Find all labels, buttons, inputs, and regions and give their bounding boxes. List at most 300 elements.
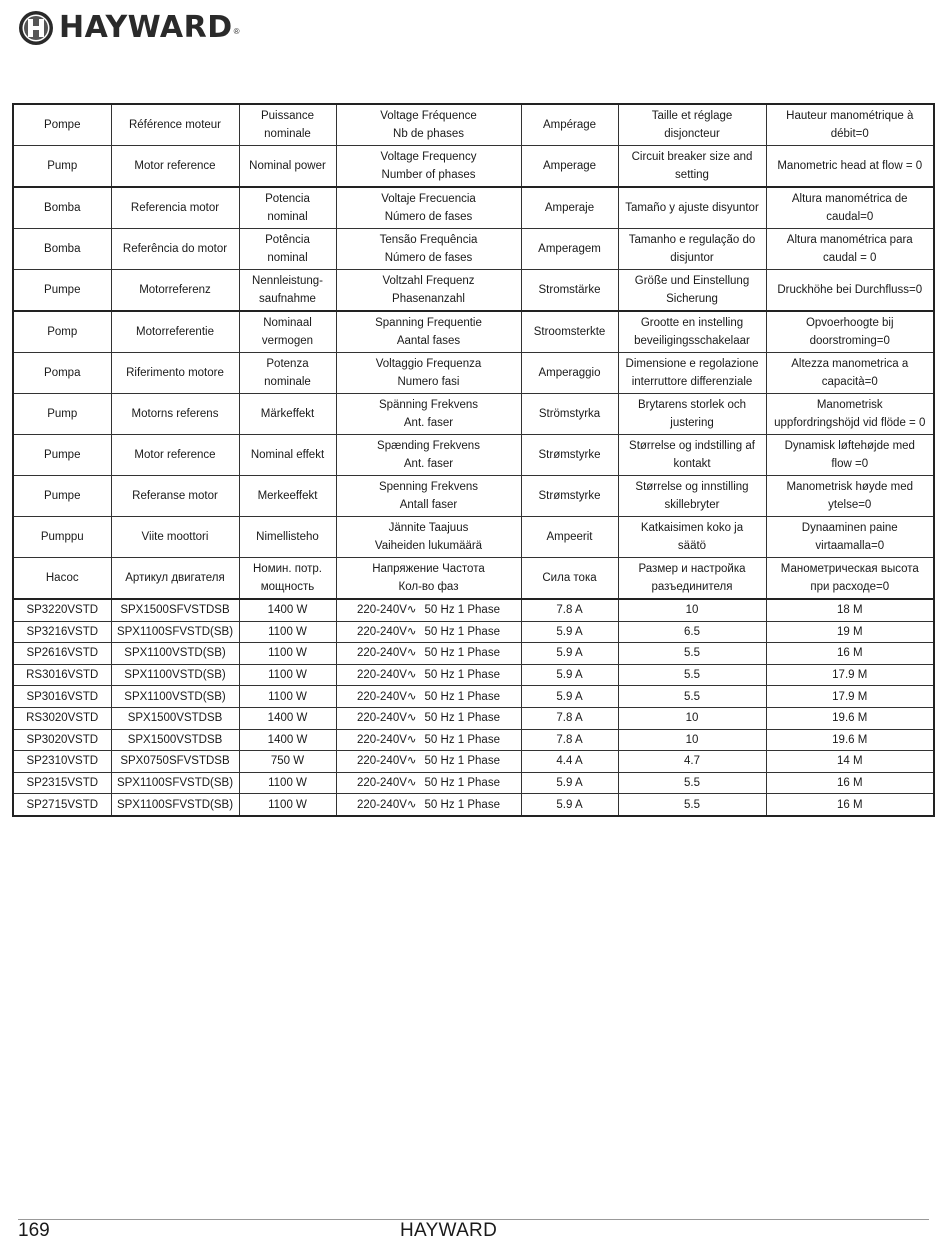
- header-text: Strømstyrke: [538, 449, 601, 461]
- header-text: Referência do motor: [122, 243, 228, 255]
- header-text: Merkeeffekt: [257, 490, 318, 502]
- pump-model-cell: [13, 751, 111, 773]
- pump-label: [13, 476, 111, 517]
- frequency-phase-value: 50 Hz 1 Phase: [424, 798, 500, 811]
- voltage-frequency-cell: [336, 664, 521, 686]
- header-text: Vaiheiden lukumäärä: [374, 540, 483, 552]
- manometric-head-label: [766, 353, 934, 394]
- cell-value: 5.9 A: [556, 690, 583, 703]
- voltage-frequency-label: [336, 394, 521, 435]
- amperage-cell: [521, 599, 618, 621]
- cell-value: SPX1500VSTDSB: [127, 733, 223, 746]
- cell-value: 1100 W: [268, 777, 307, 790]
- cell-value: 5.9 A: [556, 669, 583, 682]
- pump-model-cell: [13, 621, 111, 643]
- header-text: Nominal effekt: [250, 449, 325, 461]
- header-text: disjoncteur: [664, 128, 720, 140]
- header-text: Katkaisimen koko ja: [640, 522, 744, 534]
- header-text: Stroomsterkte: [533, 326, 606, 338]
- cell-value: 220-240V∿: [357, 669, 417, 682]
- cell-value: 1100 W: [268, 798, 307, 811]
- manometric-head-cell: [766, 599, 934, 621]
- cell-value: 5.5: [684, 777, 700, 790]
- manometric-head-label: [766, 517, 934, 558]
- motor-reference-label: [111, 476, 239, 517]
- cell-value: 220-240V∿: [357, 733, 417, 746]
- manometric-head-cell: [766, 794, 934, 816]
- header-row: [13, 558, 934, 600]
- cell-value: 17.9 M: [832, 669, 868, 682]
- header-row: [13, 146, 934, 188]
- motor-reference-cell: [111, 664, 239, 686]
- manometric-head-label: [766, 146, 934, 188]
- header-text: Dynamisk løftehøjde med: [784, 440, 915, 452]
- header-text: Dynaaminen paine: [801, 522, 898, 534]
- cell-value: 10: [685, 604, 699, 617]
- header-text: Pompe: [44, 119, 81, 131]
- motor-reference-label: [111, 187, 239, 229]
- pump-model-cell: [13, 707, 111, 729]
- voltage-frequency-cell: [336, 794, 521, 816]
- header-text: kontakt: [673, 458, 711, 470]
- voltage-frequency-label: [336, 558, 521, 600]
- cell-value: 5.9 A: [556, 625, 583, 638]
- cell-value: 1400 W: [267, 712, 308, 725]
- cell-value: SPX1500SFVSTDSB: [120, 604, 230, 617]
- breaker-cell: [618, 621, 766, 643]
- header-text: Viite moottori: [141, 531, 209, 543]
- header-text: Размер и настройка: [638, 563, 746, 575]
- cell-value: 1100 W: [268, 647, 307, 660]
- header-text: Referencia motor: [130, 202, 220, 214]
- voltage-frequency-label: [336, 270, 521, 312]
- cell-value: 5.9 A: [556, 798, 583, 811]
- amperage-cell: [521, 664, 618, 686]
- cell-value: 1100 W: [268, 669, 307, 682]
- breaker-cell: [618, 664, 766, 686]
- cell-value: 18 M: [836, 604, 863, 617]
- cell-value: SPX0750SFVSTDSB: [120, 755, 230, 768]
- breaker-cell: [618, 643, 766, 665]
- table-row: [13, 643, 934, 665]
- nominal-power-cell: [239, 794, 336, 816]
- header-text: Manometrisk høyde med: [786, 481, 914, 493]
- voltage-frequency-label: [336, 517, 521, 558]
- motor-reference-label: [111, 517, 239, 558]
- manometric-head-cell: [766, 707, 934, 729]
- frequency-phase-value: 50 Hz 1 Phase: [424, 690, 500, 703]
- cell-value: 220-240V∿: [357, 712, 417, 725]
- nominal-power-cell: [239, 664, 336, 686]
- breaker-cell: [618, 729, 766, 751]
- voltage-frequency-label: [336, 476, 521, 517]
- header-text: Motorns referens: [131, 408, 219, 420]
- cell-value: SP2616VSTD: [26, 647, 99, 660]
- cell-value: 220-240V∿: [357, 690, 417, 703]
- motor-reference-label: [111, 394, 239, 435]
- voltage-frequency-label: [336, 229, 521, 270]
- motor-reference-cell: [111, 794, 239, 816]
- voltage-frequency-cell: [336, 772, 521, 794]
- voltage-frequency-label: [336, 353, 521, 394]
- cell-value: 220-240V∿: [357, 604, 417, 617]
- header-text: Altura manométrica para: [786, 234, 913, 246]
- header-row: [13, 311, 934, 353]
- voltage-frequency-cell: [336, 599, 521, 621]
- cell-value: SPX1500VSTDSB: [127, 712, 223, 725]
- header-text: Number of phases: [381, 169, 476, 181]
- breaker-label: [618, 435, 766, 476]
- header-text: Riferimento motore: [126, 367, 224, 379]
- header-text: setting: [675, 169, 709, 181]
- cell-value: SP3016VSTD: [26, 690, 99, 703]
- pump-model-cell: [13, 772, 111, 794]
- nominal-power-cell: [239, 686, 336, 708]
- amperage-label: [521, 146, 618, 188]
- breaker-label: [618, 558, 766, 600]
- header-text: Номин. потр.: [253, 563, 322, 575]
- cell-value: 1100 W: [268, 690, 307, 703]
- voltage-frequency-cell: [336, 707, 521, 729]
- table-row: [13, 686, 934, 708]
- header-text: Aantal fases: [396, 335, 461, 347]
- header-text: justering: [670, 417, 714, 429]
- header-text: Манометрическая высота: [780, 563, 919, 575]
- manometric-head-cell: [766, 643, 934, 665]
- registered-mark: ®: [233, 26, 240, 36]
- pump-model-cell: [13, 664, 111, 686]
- header-text: Número de fases: [384, 252, 473, 264]
- pump-model-cell: [13, 643, 111, 665]
- header-text: Nominaal: [263, 317, 312, 329]
- cell-value: 1400 W: [267, 604, 308, 617]
- header-text: Número de fases: [384, 211, 473, 223]
- header-text: Brytarens storlek och: [637, 399, 746, 411]
- header-row: [13, 476, 934, 517]
- nominal-power-label: [239, 517, 336, 558]
- header-row: [13, 104, 934, 146]
- cell-value: 5.5: [684, 647, 700, 660]
- pump-model-cell: [13, 794, 111, 816]
- manometric-head-label: [766, 435, 934, 476]
- motor-reference-cell: [111, 621, 239, 643]
- cell-value: 10: [685, 712, 699, 725]
- header-text: Voltage Frequency: [380, 151, 477, 163]
- amperage-label: [521, 311, 618, 353]
- header-text: Pump: [47, 160, 78, 172]
- header-text: Størrelse og indstilling af: [629, 440, 755, 452]
- pump-spec-table: [12, 103, 935, 817]
- breaker-label: [618, 187, 766, 229]
- motor-reference-cell: [111, 686, 239, 708]
- manometric-head-cell: [766, 751, 934, 773]
- header-text: Stromstärke: [538, 284, 601, 296]
- breaker-label: [618, 229, 766, 270]
- manometric-head-label: [766, 229, 934, 270]
- cell-value: SPX1100SFVSTD(SB): [116, 777, 234, 790]
- header-text: Amperage: [542, 160, 597, 172]
- cell-value: SPX1100VSTD(SB): [124, 669, 226, 682]
- amperage-cell: [521, 751, 618, 773]
- cell-value: SP2310VSTD: [26, 755, 99, 768]
- header-text: Pumpe: [44, 284, 81, 296]
- header-text: Altezza manometrica a: [791, 358, 909, 370]
- header-text: doorstroming=0: [809, 335, 890, 347]
- header-text: Märkeffekt: [260, 408, 315, 420]
- pump-model-cell: [13, 686, 111, 708]
- pump-label: [13, 394, 111, 435]
- header-text: Pompa: [44, 367, 81, 379]
- header-row: [13, 270, 934, 312]
- cell-value: SP3020VSTD: [26, 733, 99, 746]
- breaker-cell: [618, 599, 766, 621]
- header-text: Puissance nominale: [260, 110, 315, 140]
- cell-value: 5.5: [684, 798, 700, 811]
- header-text: Ant. faser: [403, 458, 454, 470]
- amperage-label: [521, 353, 618, 394]
- header-text: Numero fasi: [397, 376, 460, 388]
- breaker-label: [618, 270, 766, 312]
- header-text: Amperaggio: [538, 367, 601, 379]
- cell-value: SPX1100VSTD(SB): [124, 690, 226, 703]
- nominal-power-label: [239, 476, 336, 517]
- frequency-phase-value: 50 Hz 1 Phase: [424, 604, 500, 617]
- amperage-cell: [521, 643, 618, 665]
- motor-reference-cell: [111, 729, 239, 751]
- voltage-frequency-cell: [336, 751, 521, 773]
- nominal-power-cell: [239, 729, 336, 751]
- motor-reference-label: [111, 311, 239, 353]
- table-row: [13, 751, 934, 773]
- breaker-cell: [618, 707, 766, 729]
- nominal-power-cell: [239, 772, 336, 794]
- cell-value: 1100 W: [268, 625, 307, 638]
- header-row: [13, 353, 934, 394]
- header-text: Pumpe: [44, 449, 81, 461]
- header-text: Taille et réglage: [651, 110, 733, 122]
- header-text: Voltaje Frecuencia: [381, 193, 476, 205]
- nominal-power-label: [239, 187, 336, 229]
- manometric-head-cell: [766, 772, 934, 794]
- header-text: Spænding Frekvens: [377, 440, 480, 452]
- header-text: Nimellisteho: [256, 531, 319, 543]
- header-text: Tamanho e regulação do: [628, 234, 756, 246]
- pump-label: [13, 270, 111, 312]
- header-text: Bomba: [44, 243, 81, 255]
- frequency-phase-value: 50 Hz 1 Phase: [424, 669, 500, 682]
- page-number: 169: [18, 1220, 50, 1241]
- motor-reference-label: [111, 146, 239, 188]
- manometric-head-label: [766, 187, 934, 229]
- cell-value: 750 W: [270, 755, 305, 768]
- motor-reference-cell: [111, 707, 239, 729]
- nominal-power-label: [239, 394, 336, 435]
- cell-value: 5.9 A: [556, 777, 583, 790]
- pump-label: [13, 517, 111, 558]
- voltage-frequency-cell: [336, 643, 521, 665]
- header-text: Sicherung: [666, 293, 718, 305]
- breaker-label: [618, 104, 766, 146]
- breaker-cell: [618, 794, 766, 816]
- footer-brand: HAYWARD: [400, 1220, 498, 1241]
- nominal-power-cell: [239, 621, 336, 643]
- header-text: Circuit breaker size and: [631, 151, 753, 163]
- table-row: [13, 772, 934, 794]
- frequency-phase-value: 50 Hz 1 Phase: [424, 712, 500, 725]
- header-text: uppfordringshöjd vid flöde = 0: [774, 417, 926, 429]
- cell-value: 17.9 M: [832, 690, 868, 703]
- cell-value: 16 M: [836, 647, 863, 660]
- header-text: Nominal power: [249, 160, 326, 172]
- manometric-head-label: [766, 558, 934, 600]
- header-text: Артикул двигателя: [125, 572, 225, 584]
- header-text: Strømstyrke: [538, 490, 601, 502]
- pump-label: [13, 229, 111, 270]
- amperage-cell: [521, 621, 618, 643]
- table-row: [13, 729, 934, 751]
- breaker-cell: [618, 751, 766, 773]
- voltage-frequency-label: [336, 146, 521, 188]
- motor-reference-cell: [111, 599, 239, 621]
- nominal-power-label: [239, 146, 336, 188]
- header-text: Pomp: [47, 326, 78, 338]
- table-row: [13, 599, 934, 621]
- header-row: [13, 435, 934, 476]
- cell-value: 5.9 A: [556, 647, 583, 660]
- cell-value: 5.5: [684, 690, 700, 703]
- header-text: Phasenanzahl: [392, 293, 465, 305]
- cell-value: 14 M: [836, 755, 863, 768]
- cell-value: SPX1100SFVSTD(SB): [116, 625, 234, 638]
- nominal-power-cell: [239, 643, 336, 665]
- cell-value: 220-240V∿: [357, 755, 417, 768]
- header-text: Motorreferentie: [136, 326, 214, 338]
- header-text: Spänning Frekvens: [378, 399, 479, 411]
- amperage-label: [521, 187, 618, 229]
- header-text: nominale: [264, 376, 311, 388]
- pump-label: [13, 353, 111, 394]
- manometric-head-label: [766, 476, 934, 517]
- breaker-label: [618, 476, 766, 517]
- cell-value: 220-240V∿: [357, 625, 417, 638]
- voltage-frequency-cell: [336, 729, 521, 751]
- cell-value: 16 M: [836, 798, 863, 811]
- nominal-power-label: [239, 229, 336, 270]
- amperage-label: [521, 394, 618, 435]
- nominal-power-label: [239, 435, 336, 476]
- amperage-label: [521, 558, 618, 600]
- pump-label: [13, 104, 111, 146]
- header-text: мощность: [260, 581, 315, 593]
- frequency-phase-value: 50 Hz 1 Phase: [424, 755, 500, 768]
- header-text: Potenza: [266, 358, 309, 370]
- table-row: [13, 664, 934, 686]
- breaker-label: [618, 394, 766, 435]
- frequency-phase-value: 50 Hz 1 Phase: [424, 777, 500, 790]
- pump-label: [13, 558, 111, 600]
- nominal-power-label: [239, 353, 336, 394]
- header-row: [13, 517, 934, 558]
- header-text: Pump: [47, 408, 78, 420]
- header-text: beveiligingsschakelaar: [634, 335, 750, 347]
- header-text: Voltaggio Frequenza: [375, 358, 482, 370]
- header-text: nominal: [267, 252, 308, 264]
- voltage-frequency-label: [336, 187, 521, 229]
- pump-label: [13, 187, 111, 229]
- breaker-label: [618, 146, 766, 188]
- header-text: vermogen: [261, 335, 314, 347]
- header-text: Antall faser: [399, 499, 458, 511]
- cell-value: 19.6 M: [832, 733, 868, 746]
- table-row: [13, 707, 934, 729]
- header-text: Tensão Frequência: [379, 234, 478, 246]
- frequency-phase-value: 50 Hz 1 Phase: [424, 647, 500, 660]
- pump-label: [13, 435, 111, 476]
- motor-reference-label: [111, 353, 239, 394]
- breaker-label: [618, 311, 766, 353]
- header-text: skillebryter: [664, 499, 720, 511]
- amperage-cell: [521, 772, 618, 794]
- header-text: Amperaje: [544, 202, 595, 214]
- cell-value: 4.7: [684, 755, 700, 768]
- header-text: Кол-во фаз: [398, 581, 459, 593]
- header-text: ytelse=0: [828, 499, 872, 511]
- header-text: Jännite Taajuus: [388, 522, 469, 534]
- cell-value: 220-240V∿: [357, 647, 417, 660]
- amperage-label: [521, 229, 618, 270]
- header-text: Bomba: [44, 202, 81, 214]
- manometric-head-cell: [766, 664, 934, 686]
- frequency-phase-value: 50 Hz 1 Phase: [424, 625, 500, 638]
- header-text: virtaamalla=0: [815, 540, 885, 552]
- manometric-head-cell: [766, 686, 934, 708]
- breaker-cell: [618, 686, 766, 708]
- header-text: Référence moteur: [128, 119, 222, 131]
- voltage-frequency-label: [336, 311, 521, 353]
- header-text: Hauteur manométrique à débit=0: [786, 110, 914, 140]
- header-text: Voltzahl Frequenz: [382, 275, 475, 287]
- cell-value: 4.4 A: [556, 755, 583, 768]
- pump-label: [13, 146, 111, 188]
- header-text: Manometrisk: [816, 399, 883, 411]
- header-text: Manometric head at flow = 0: [777, 160, 923, 172]
- header-text: disjuntor: [670, 252, 714, 264]
- header-text: Nb de phases: [393, 128, 464, 140]
- nominal-power-label: [239, 558, 336, 600]
- header-text: Pumpe: [44, 490, 81, 502]
- header-text: saufnahme: [259, 293, 316, 305]
- voltage-frequency-label: [336, 104, 521, 146]
- breaker-label: [618, 353, 766, 394]
- cell-value: 7.8 A: [556, 712, 583, 725]
- header-text: capacità=0: [821, 376, 878, 388]
- hayward-logo: [18, 9, 240, 47]
- cell-value: 19 M: [836, 625, 863, 638]
- cell-value: 220-240V∿: [357, 798, 417, 811]
- header-text: Pumppu: [40, 531, 84, 543]
- header-text: flow =0: [831, 458, 869, 470]
- cell-value: 10: [685, 733, 699, 746]
- motor-reference-cell: [111, 751, 239, 773]
- header-text: Größe und Einstellung: [634, 275, 750, 287]
- header-text: Druckhöhe bei Durchfluss=0: [777, 284, 923, 296]
- nominal-power-label: [239, 104, 336, 146]
- nominal-power-label: [239, 270, 336, 312]
- header-row: [13, 187, 934, 229]
- table-row: [13, 621, 934, 643]
- header-text: Voltage Fréquence: [380, 110, 477, 122]
- header-text: Motorreferenz: [139, 284, 211, 296]
